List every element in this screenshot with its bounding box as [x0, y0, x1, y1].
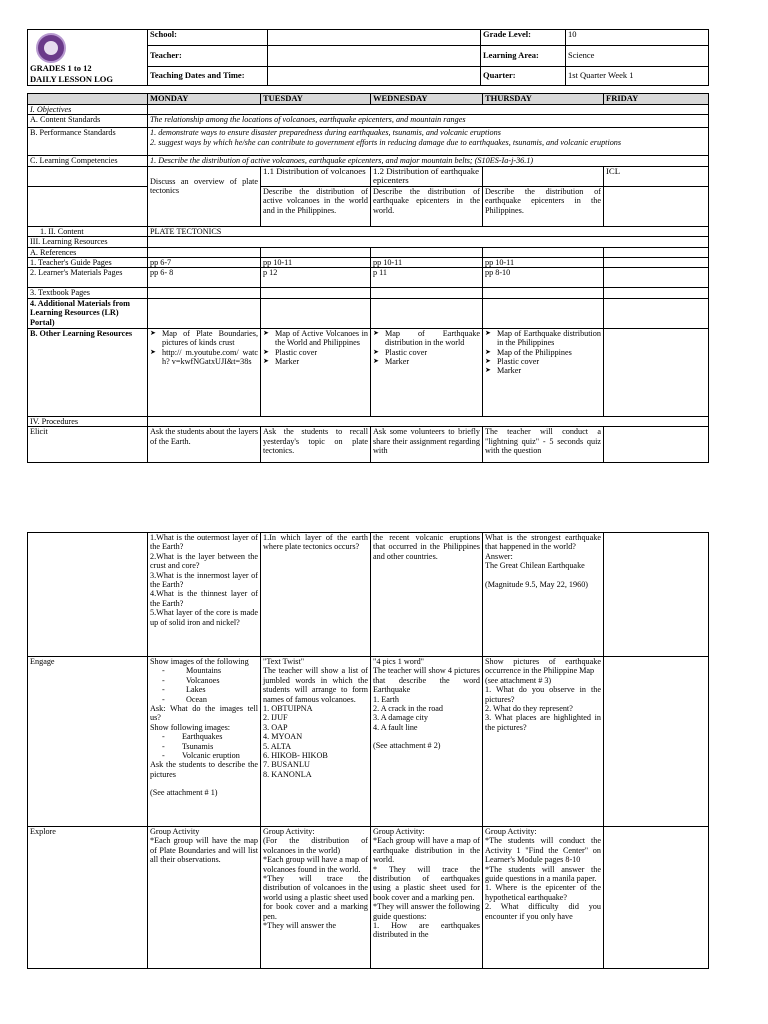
day-header-monday: MONDAY — [148, 94, 261, 105]
performance-standard-2: 2. suggest ways by which he/she can contribute to government efforts in reducing damage due to earthquakes, tsunamis, and volcanic eruptions — [150, 137, 622, 147]
elicit-thursday: The teacher will conduct a "lightning quiz" - 5 seconds quiz with the question — [483, 427, 604, 463]
elicit-label: Elicit — [28, 427, 148, 463]
engage-wednesday: "4 pics 1 word" The teacher will show 4 pictures that describe the word Earthquake 1. Earth 2. A crack in the road 3. A damage city 4. A fault line (See attachment # 2) — [371, 657, 483, 827]
competency-wednesday: Describe the distribution of earthquake epicenters in the world. — [371, 186, 483, 226]
question: 2.What is the layer between the crust and core? — [150, 551, 258, 571]
resource-item: ➤ Plastic cover — [373, 348, 480, 357]
explore-monday: Group Activity *Each group will have the map of Plate Boundaries and will list all their observations. — [148, 827, 261, 969]
resource-item: ➤ Plastic cover — [485, 357, 601, 366]
competency-tuesday: Describe the distribution of active volcanoes in the world and in the Philippines. — [261, 186, 371, 226]
elicit-monday-questions — [148, 533, 261, 657]
header-table — [27, 29, 709, 86]
dates-label: Teaching Dates and Time: — [148, 66, 268, 85]
lesson-table-1 — [27, 93, 709, 463]
lm-wednesday: p 11 — [371, 268, 483, 288]
competency-tuesday-sub: 1.1 Distribution of volcanoes — [261, 166, 371, 186]
resource-link[interactable]: ➤ http:// m.youtube.com/ watch? v=kwfNGatxUJI&t=38s — [150, 348, 258, 367]
question: 5.What layer of the core is made up of solid iron and nickel? — [150, 608, 258, 627]
competency-thursday: Describe the distribution of earthquake epicenters in the Philippines. — [483, 186, 604, 226]
question: 1.What is the outermost layer of the Earth? — [150, 533, 258, 552]
competency-monday: Discuss an overview of plate tectonics — [148, 166, 261, 226]
explore-wednesday: Group Activity: *Each group will have a map of earthquake distribution in the world. * They will trace the distribution of earthquakes using a plastic sheet used for book cover and a marking pen. *They will answer the following guide questions: 1. How are earthquakes distributed in the — [371, 827, 483, 969]
teacher-value — [268, 46, 481, 66]
other-resources-wednesday — [371, 328, 483, 416]
content-label: 1. II. Content — [28, 226, 148, 236]
resource-item: ➤ Plastic cover — [263, 348, 368, 357]
explore-thursday: Group Activity: *The students will conduct the Activity 1 "Find the Center" on Learner's Module pages 8-10 *The students will answer the guide questions in a manila paper. 1. Where is the epicenter of the hypothetical earthquake? 2. What difficulty did you encounter if you only have — [483, 827, 604, 969]
elicit-tuesday: Ask the students to recall yesterday's topic on plate tectonics. — [261, 427, 371, 463]
elicit-tuesday-question: 1.In which layer of the earth where plate tectonics occurs? — [261, 533, 371, 657]
competency-friday: ICL — [604, 166, 709, 186]
tg-tuesday: pp 10-11 — [261, 258, 371, 268]
day-header-thursday: THURSDAY — [483, 94, 604, 105]
day-header-blank — [28, 94, 148, 105]
school-value — [268, 30, 481, 46]
resource-item: ➤ Map of Earthquake distribution in the world — [373, 329, 480, 348]
competency-wednesday-sub: 1.2 Distribution of earthquake epicenters — [371, 166, 483, 186]
other-resources-thursday — [483, 328, 604, 416]
grade-value: 10 — [566, 30, 709, 46]
title-line-1: GRADES 1 to 12 — [30, 63, 92, 73]
lm-thursday: pp 8-10 — [483, 268, 604, 288]
dates-value — [268, 66, 481, 85]
resource-item: ➤ Marker — [485, 366, 601, 375]
resource-item: ➤ Marker — [373, 357, 480, 366]
answer-text: The Great Chilean Earthquake — [485, 561, 585, 571]
lm-tuesday: p 12 — [261, 268, 371, 288]
day-header-friday: FRIDAY — [604, 94, 709, 105]
day-header-wednesday: WEDNESDAY — [371, 94, 483, 105]
lesson-log-page-2 — [27, 532, 708, 969]
lesson-table-2 — [27, 532, 709, 969]
title-line-2: DAILY LESSON LOG — [30, 74, 113, 84]
performance-standards-text — [148, 128, 709, 156]
other-resources-label: B. Other Learning Resources — [28, 328, 148, 416]
learning-competencies-text: 1. Describe the distribution of active volcanoes, earthquake epicenters, and major mountain belts; (S10ES-Ia-j-36.1) — [148, 156, 709, 166]
engage-tuesday: "Text Twist" The teacher will show a list of jumbled words in which the students will arrange to form names of famous volcanoes. 1. OBTUIPNA 2. IJUF 3. OAP 4. MYOAN 5. ALTA 6. HIKOB- HIKOB 7. BUSANLU 8. KANONLA — [261, 657, 371, 827]
teacher-label: Teacher: — [148, 46, 268, 66]
performance-standard-1: 1. demonstrate ways to ensure disaster preparedness during earthquakes, tsunamis, and volcanic eruptions — [150, 128, 501, 138]
school-label: School: — [148, 30, 268, 46]
other-resources-monday — [148, 328, 261, 416]
learners-materials-label: 2. Learner's Materials Pages — [28, 268, 148, 288]
performance-standards-label: B. Performance Standards — [28, 128, 148, 156]
lesson-log-page-1 — [27, 29, 708, 463]
area-value: Science — [566, 46, 709, 66]
question: 3.What is the innermost layer of the Earth? — [150, 570, 258, 590]
resource-item: ➤ Map of Active Volcanoes in the World and Philippines — [263, 329, 368, 348]
objectives-label: I. Objectives — [28, 105, 148, 115]
teachers-guide-label: 1. Teacher's Guide Pages — [28, 258, 148, 268]
quarter-value: 1st Quarter Week 1 — [566, 66, 709, 85]
area-label: Learning Area: — [481, 46, 566, 66]
resource-item: ➤ Map of the Philippines — [485, 348, 601, 357]
answer-magnitude: (Magnitude 9.5, May 22, 1960) — [485, 579, 589, 589]
resource-item: ➤ Map of Plate Boundaries, pictures of kinds crust — [150, 329, 258, 348]
resource-item: ➤ Marker — [263, 357, 368, 366]
elicit-monday: Ask the students about the layers of the Earth. — [148, 427, 261, 463]
explore-tuesday: Group Activity: (For the distribution of volcanoes in the world) *Each group will have a map of volcanoes found in the world. *They will trace the distribution of volcanoes in the world using a plastic sheet used for book cover and a marking pen. *They will answer the — [261, 827, 371, 969]
elicit-wednesday-cont: the recent volcanic eruptions that occurred in the Philippines and other countries. — [371, 533, 483, 657]
tg-monday: pp 6-7 — [148, 258, 261, 268]
elicit-thursday-cont — [483, 533, 604, 657]
elicit-wednesday: Ask some volunteers to briefly share their assignment regarding with — [371, 427, 483, 463]
learning-competencies-label: C. Learning Competencies — [28, 156, 148, 166]
explore-label: Explore — [28, 827, 148, 969]
content-standards-text: The relationship among the locations of volcanoes, earthquake epicenters, and mountain ranges — [148, 115, 709, 128]
day-header-tuesday: TUESDAY — [261, 94, 371, 105]
textbook-pages-label: 3. Textbook Pages — [28, 288, 148, 298]
content-standards-label: A. Content Standards — [28, 115, 148, 128]
engage-thursday: Show pictures of earthquake occurrence in the Philippine Map (see attachment # 3) 1. What do you observe in the pictures? 2. What do they represent? 3. What places are highlighted in the pictures? — [483, 657, 604, 827]
answer-label: Answer: — [485, 551, 513, 561]
quiz-question: What is the strongest earthquake that happened in the world? — [485, 533, 601, 552]
lm-monday: pp 6- 8 — [148, 268, 261, 288]
grade-label: Grade Level: — [481, 30, 566, 46]
deped-logo-cell — [28, 30, 148, 86]
engage-label: Engage — [28, 657, 148, 827]
other-resources-tuesday — [261, 328, 371, 416]
learning-resources-label: III. Learning Resources — [28, 237, 148, 247]
additional-materials-label: 4. Additional Materials from Learning Resources (LR) Portal) — [28, 298, 148, 328]
tg-thursday: pp 10-11 — [483, 258, 604, 268]
quarter-label: Quarter: — [481, 66, 566, 85]
deped-seal-icon — [36, 33, 66, 63]
content-value: PLATE TECTONICS — [148, 226, 709, 236]
references-label: A. References — [28, 247, 148, 257]
tg-wednesday: pp 10-11 — [371, 258, 483, 268]
resource-item: ➤ Map of Earthquake distribution in the Philippines — [485, 329, 601, 348]
procedures-label: IV. Procedures — [28, 416, 148, 426]
engage-monday: Show images of the following - Mountains - Volcanoes - Lakes - Ocean Ask: What do the images tell us? Show following images: - Earthquakes - Tsunamis - Volcanic eruption Ask the students to describe the pictures (See attachment # 1) — [148, 657, 261, 827]
question: 4.What is the thinnest layer of the Earth? — [150, 589, 258, 608]
